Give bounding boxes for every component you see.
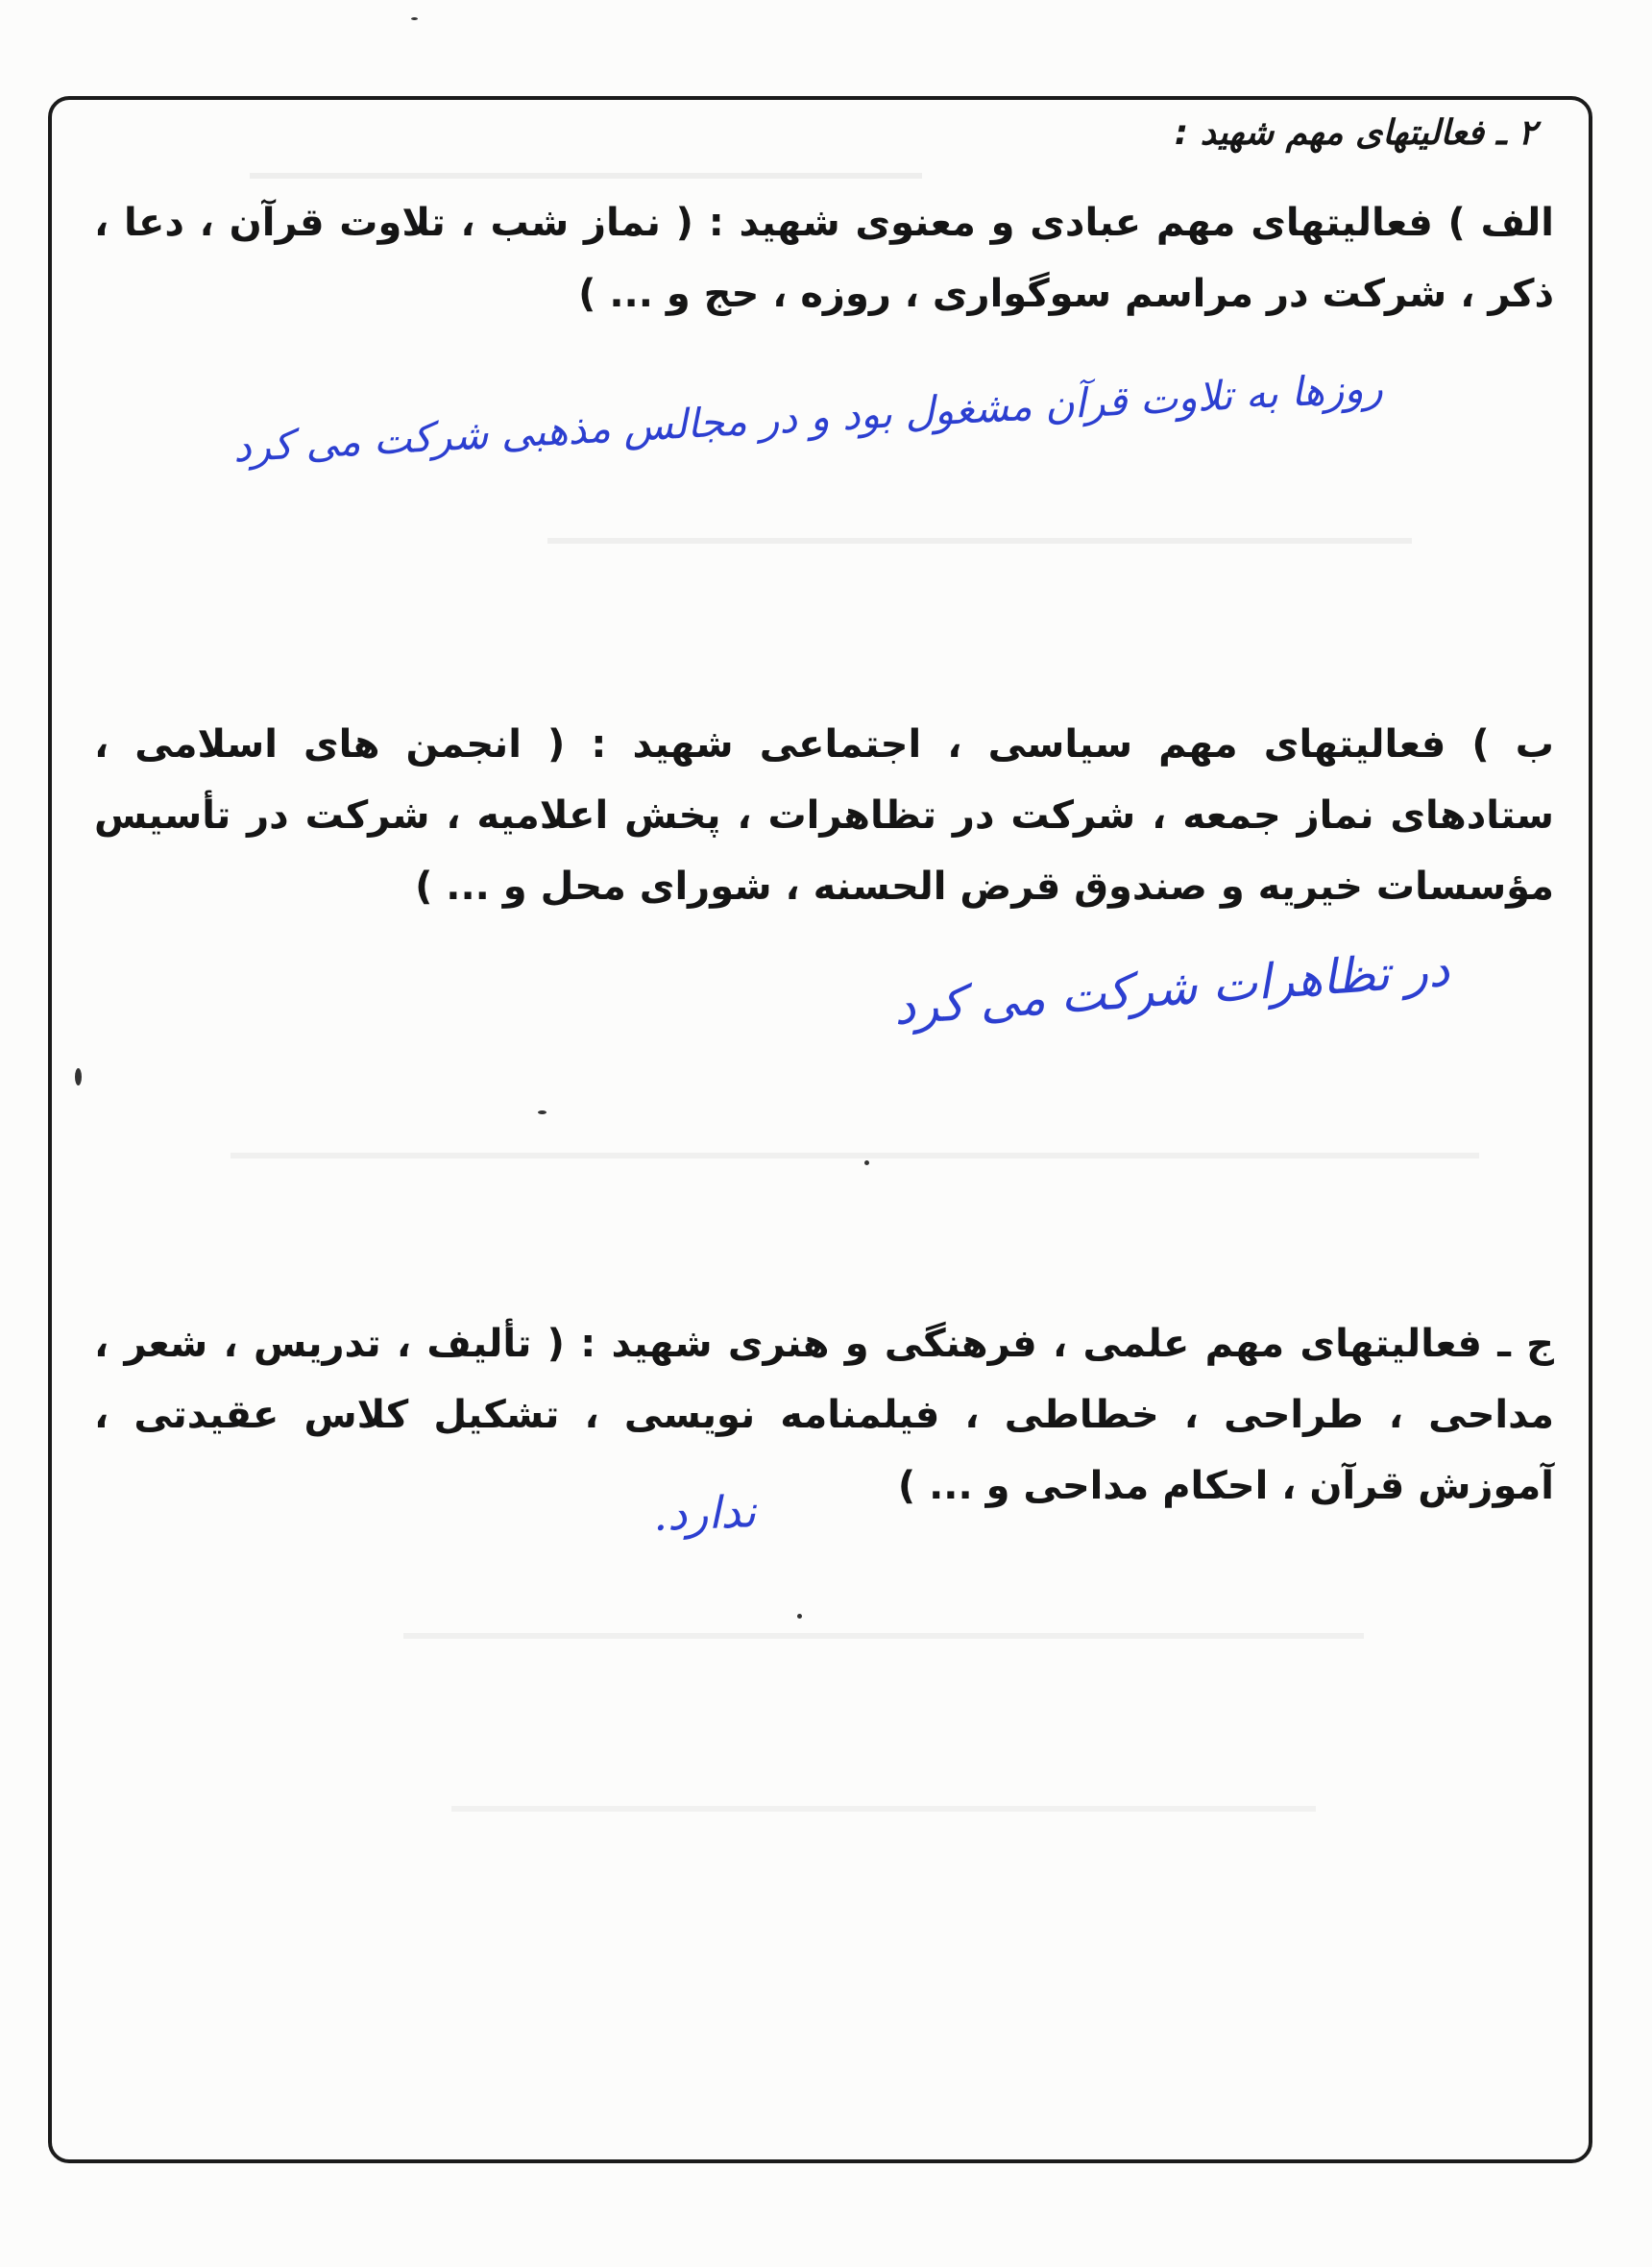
- section-heading: ۲ ـ فعالیتهای مهم شهید :: [1174, 113, 1537, 153]
- section-c-text: ج ـ فعالیتهای مهم علمی ، فرهنگی و هنری شهید : ( تألیف ، تدریس ، شعر ، مداحی ، طراحی ، خطاطی ، فیلمنامه نویسی ، تشکیل کلاس عقیدتی ، آموزش قرآن ، احکام مداحی و ... ): [94, 1322, 1554, 1508]
- scan-speck: [864, 1160, 869, 1165]
- section-c-handwritten-answer: ندارد.: [652, 1485, 757, 1541]
- scan-speck: [538, 1110, 547, 1114]
- scan-speck: [411, 17, 418, 20]
- scan-speck: [75, 1068, 82, 1085]
- section-b-text: ب ) فعالیتهای مهم سیاسی ، اجتماعی شهید : ( انجمن های اسلامی ، ستادهای نماز جمعه ، شرکت در تظاهرات ، پخش اعلامیه ، شرکت در تأسیس مؤسسات خیریه و صندوق قرض الحسنه ، شورای محل و ... ): [94, 722, 1554, 909]
- scan-speck: [797, 1614, 802, 1619]
- section-a-text: الف ) فعالیتهای مهم عبادی و معنوی شهید : ( نماز شب ، تلاوت قرآن ، دعا ، ذکر ، شرکت در مراسم سوگواری ، روزه ، حج و ... ): [94, 201, 1554, 316]
- section-a-handwritten-answer: روزها به تلاوت قرآن مشغول بود و در مجالس مذهبی شرکت می کرد: [231, 363, 1384, 472]
- section-b-handwritten-answer: در تظاهرات شرکت می کرد: [892, 940, 1452, 1036]
